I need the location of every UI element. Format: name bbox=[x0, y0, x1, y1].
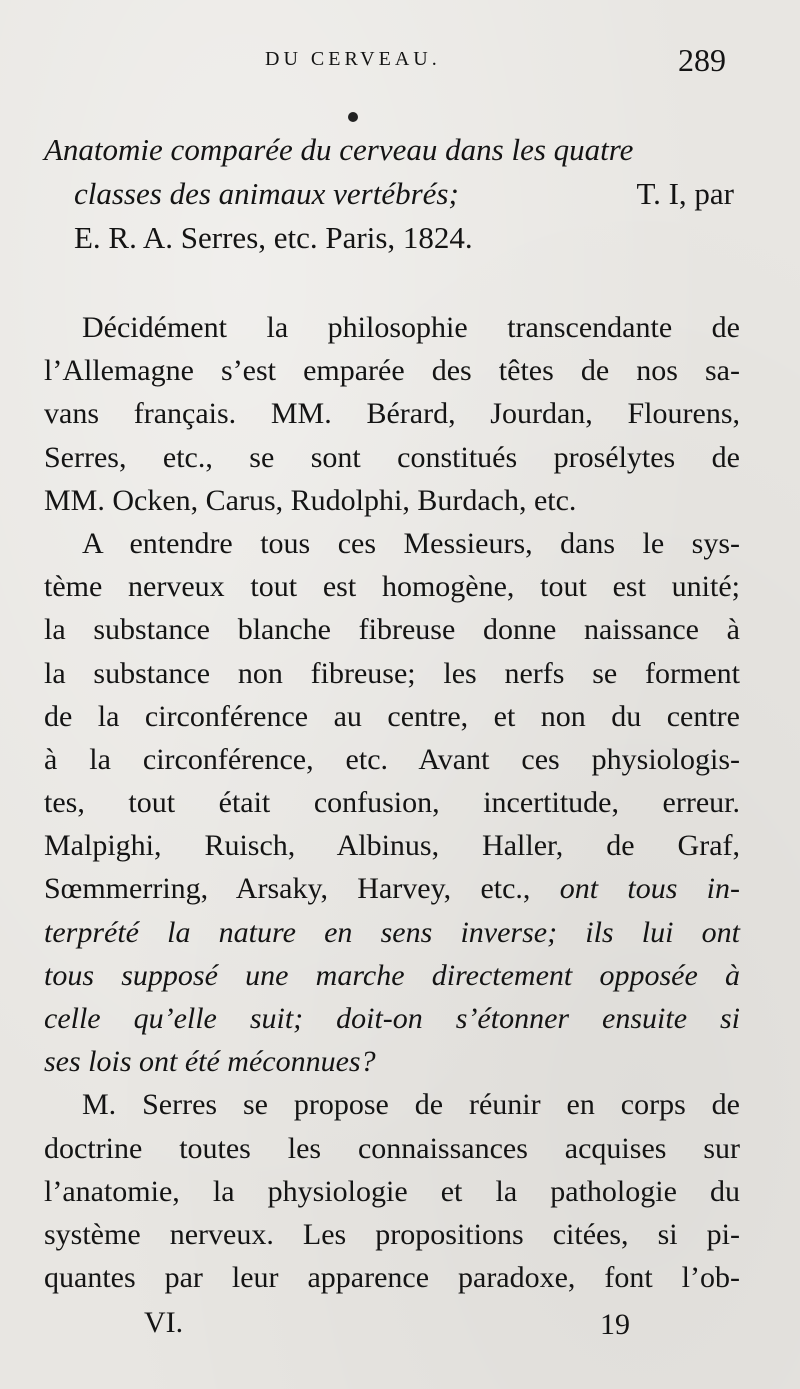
title-segment: T. I, par bbox=[636, 176, 734, 211]
text-line bbox=[44, 997, 740, 1040]
text-segment: à la circonférence, etc. Avant ces physiologis- bbox=[44, 742, 740, 776]
text-line bbox=[44, 349, 740, 392]
text-line bbox=[44, 652, 740, 695]
sheet-number: 19 bbox=[600, 1308, 630, 1341]
text-segment: de la circonférence au centre, et non du centre bbox=[44, 699, 740, 733]
text-line bbox=[44, 695, 740, 738]
signature-mark: VI. bbox=[144, 1306, 184, 1339]
book-title-block bbox=[44, 128, 734, 260]
text-segment: Malpighi, Ruisch, Albinus, Haller, de Graf, bbox=[44, 829, 740, 863]
text-segment: la substance blanche fibreuse donne naissance à bbox=[44, 613, 740, 647]
body-text bbox=[44, 306, 740, 1299]
title-line-2 bbox=[44, 172, 734, 216]
page-number: 289 bbox=[678, 42, 726, 78]
text-segment: quantes par leur apparence paradoxe, font l’ob- bbox=[44, 1261, 740, 1295]
text-segment: M. Serres se propose de réunir en corps de bbox=[82, 1088, 740, 1122]
text-line bbox=[44, 1170, 740, 1213]
text-segment: la substance non fibreuse; les nerfs se forment bbox=[44, 656, 740, 690]
text-line bbox=[44, 479, 740, 522]
text-segment: vans français. MM. Bérard, Jourdan, Flourens, bbox=[44, 397, 740, 431]
text-segment: Décidément la philosophie transcendante de bbox=[82, 311, 740, 344]
text-segment: doctrine toutes les connaissances acquises sur bbox=[44, 1131, 740, 1165]
text-segment: tous supposé une marche directement opposée à bbox=[44, 958, 740, 992]
ornament-dot bbox=[348, 112, 358, 122]
title-segment: classes des animaux vertébrés; bbox=[74, 176, 459, 211]
text-line bbox=[44, 436, 740, 479]
title-segment: Anatomie comparée du cerveau dans les quatre bbox=[44, 132, 634, 167]
text-line bbox=[44, 522, 740, 565]
text-segment: celle qu’elle suit; doit-on s’étonner ensuite si bbox=[44, 1002, 740, 1035]
text-line bbox=[44, 867, 740, 910]
text-segment: système nerveux. Les propositions citées, si pi- bbox=[44, 1217, 740, 1251]
text-line bbox=[44, 911, 740, 954]
text-line bbox=[44, 781, 740, 824]
text-line bbox=[44, 1083, 740, 1126]
page-footer bbox=[0, 1306, 800, 1346]
text-line bbox=[44, 1213, 740, 1256]
text-line bbox=[44, 1040, 740, 1083]
title-line-1 bbox=[44, 128, 734, 172]
title-line-3 bbox=[44, 216, 734, 260]
text-line bbox=[44, 954, 740, 997]
text-line bbox=[44, 608, 740, 651]
text-line bbox=[44, 306, 740, 349]
text-line bbox=[44, 1127, 740, 1170]
text-segment: ont tous in- bbox=[559, 872, 740, 906]
text-segment: tème nerveux tout est homogène, tout est unité; bbox=[44, 570, 740, 604]
text-segment: ses lois ont été méconnues? bbox=[44, 1045, 376, 1079]
text-line bbox=[44, 392, 740, 435]
text-line bbox=[44, 1256, 740, 1299]
text-segment: MM. Ocken, Carus, Rudolphi, Burdach, etc. bbox=[44, 483, 577, 517]
text-segment: terprété la nature en sens inverse; ils lui ont bbox=[44, 915, 740, 949]
text-segment: l’Allemagne s’est emparée des têtes de nos sa- bbox=[44, 354, 740, 388]
running-head: DU CERVEAU. bbox=[265, 48, 441, 70]
title-segment: E. R. A. Serres, etc. Paris, 1824. bbox=[74, 220, 473, 255]
text-segment: Sœmmerring, Arsaky, Harvey, etc., bbox=[44, 872, 560, 906]
text-segment: Serres, etc., se sont constitués prosélytes de bbox=[44, 440, 740, 474]
text-line bbox=[44, 824, 740, 867]
page-header bbox=[0, 44, 800, 84]
text-line bbox=[44, 565, 740, 608]
text-segment: tes, tout était confusion, incertitude, erreur. bbox=[44, 786, 740, 820]
text-segment: l’anatomie, la physiologie et la pathologie du bbox=[44, 1174, 740, 1208]
text-segment: A entendre tous ces Messieurs, dans le sys- bbox=[82, 526, 740, 560]
text-line bbox=[44, 738, 740, 781]
